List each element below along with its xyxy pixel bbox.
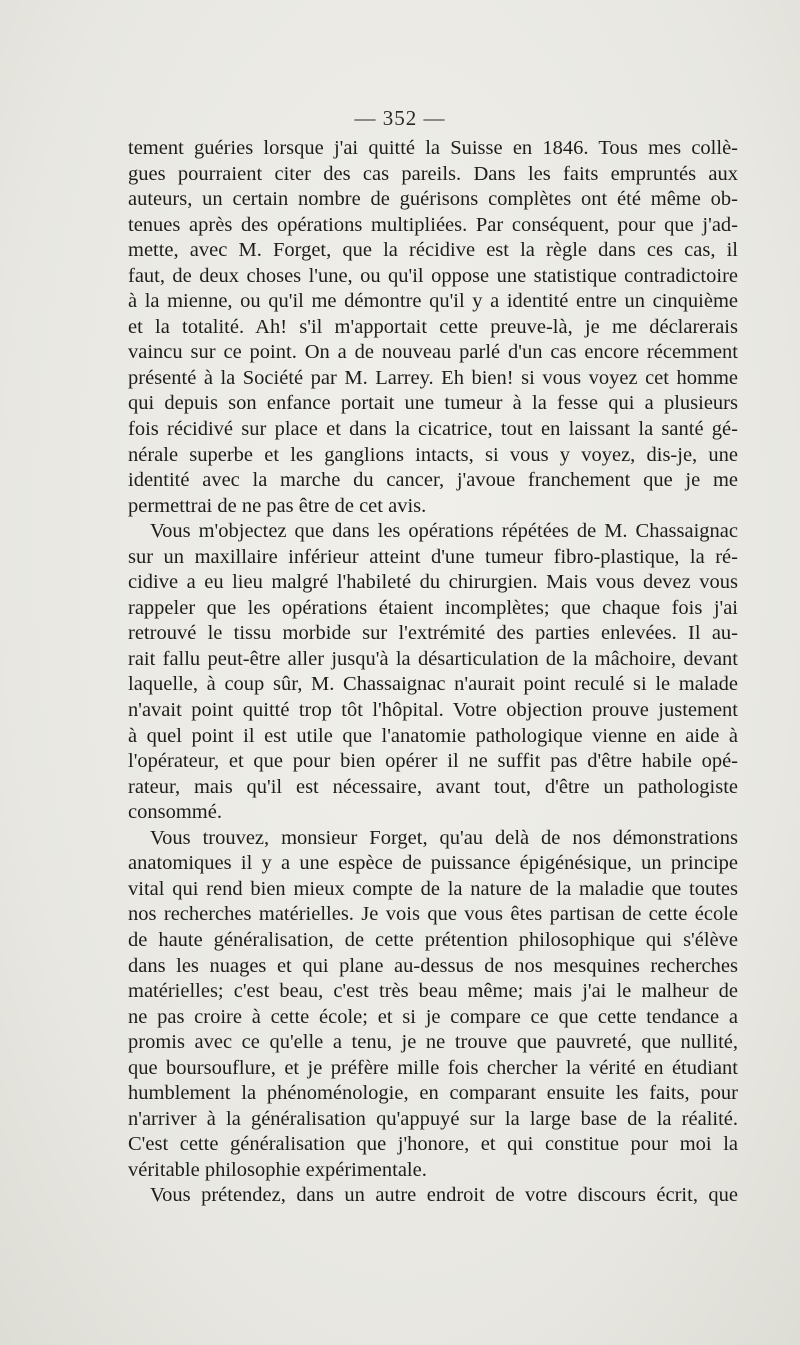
- text-line: rait fallu peut-être aller jusqu'à la désarticulation de la mâchoire, devant: [128, 647, 738, 670]
- text-line: présenté à la Société par M. Larrey. Eh bien! si vous voyez cet homme: [128, 366, 738, 389]
- text-line: sur un maxillaire inférieur atteint d'une tumeur fibro-plastique, la ré-: [128, 545, 738, 568]
- text-line: mette, avec M. Forget, que la récidive est la règle dans ces cas, il: [128, 239, 738, 262]
- text-line: consommé.: [128, 801, 222, 824]
- text-line: n'avait point quitté trop tôt l'hôpital. Votre objection prouve justement: [128, 699, 738, 722]
- text-line: de haute généralisation, de cette prétention philosophique qui s'élève: [128, 928, 738, 951]
- text-line: tement guéries lorsque j'ai quitté la Suisse en 1846. Tous mes collè-: [128, 137, 738, 159]
- text-line: cidive a eu lieu malgré l'habileté du chirurgien. Mais vous devez vous: [128, 571, 738, 594]
- body-text: [128, 136, 738, 1209]
- text-line: nos recherches matérielles. Je vois que vous êtes partisan de cette école: [128, 903, 738, 926]
- text-line: Vous trouvez, monsieur Forget, qu'au delà de nos démonstrations: [150, 826, 738, 849]
- text-line: véritable philosophie expérimentale.: [128, 1158, 427, 1181]
- text-line: humblement la phénoménologie, en comparant ensuite les faits, pour: [128, 1082, 738, 1105]
- text-line: rateur, mais qu'il est nécessaire, avant tout, d'être un pathologiste: [128, 775, 738, 798]
- text-line: Vous prétendez, dans un autre endroit de votre discours écrit, que: [150, 1184, 738, 1207]
- text-line: à la mienne, ou qu'il me démontre qu'il y a identité entre un cinquième: [128, 290, 738, 313]
- text-line: tenues après des opérations multipliées. Par conséquent, pour que j'ad-: [128, 213, 738, 236]
- text-line: promis avec ce qu'elle a tenu, je ne trouve que pauvreté, que nullité,: [128, 1031, 738, 1054]
- text-line: identité avec la marche du cancer, j'avoue franchement que je me: [128, 469, 738, 492]
- text-line: faut, de deux choses l'une, ou qu'il oppose une statistique contradictoire: [128, 264, 738, 287]
- text-line: qui depuis son enfance portait une tumeur à la fesse qui a plusieurs: [128, 392, 738, 415]
- page-number: — 352 —: [354, 106, 446, 130]
- text-line: matérielles; c'est beau, c'est très beau même; mais j'ai le malheur de: [128, 980, 738, 1003]
- text-line: n'arriver à la généralisation qu'appuyé sur la large base de la réalité.: [128, 1107, 738, 1130]
- text-line: l'opérateur, et que pour bien opérer il ne suffit pas d'être habile opé-: [128, 750, 738, 773]
- text-line: auteurs, un certain nombre de guérisons complètes ont été même ob-: [128, 188, 738, 211]
- text-line: nérale superbe et les ganglions intacts, si vous y voyez, dis-je, une: [128, 443, 738, 466]
- text-line: vital qui rend bien mieux compte de la nature de la maladie que toutes: [128, 877, 738, 900]
- text-line: et la totalité. Ah! s'il m'apportait cette preuve-là, je me déclarerais: [128, 315, 738, 338]
- text-line: anatomiques il y a une espèce de puissance épigénésique, un principe: [128, 852, 738, 875]
- text-line: laquelle, à coup sûr, M. Chassaignac n'aurait point reculé si le malade: [128, 673, 738, 696]
- text-line: gues pourraient citer des cas pareils. Dans les faits empruntés aux: [128, 162, 738, 185]
- text-line: retrouvé le tissu morbide sur l'extrémité des parties enlevées. Il au-: [128, 622, 738, 645]
- text-line: rappeler que les opérations étaient incomplètes; que chaque fois j'ai: [128, 596, 738, 619]
- text-line: que boursouflure, et je préfère mille fois chercher la vérité en étudiant: [128, 1056, 738, 1079]
- text-line: C'est cette généralisation que j'honore, et qui constitue pour moi la: [128, 1133, 738, 1156]
- text-line: vaincu sur ce point. On a de nouveau parlé d'un cas encore récemment: [128, 341, 738, 364]
- text-line: permettrai de ne pas être de cet avis.: [128, 494, 427, 517]
- text-line: à quel point il est utile que l'anatomie pathologique vienne en aide à: [128, 724, 738, 747]
- text-line: dans les nuages et qui plane au-dessus de nos mesquines recherches: [128, 954, 738, 977]
- text-line: fois récidivé sur place et dans la cicatrice, tout en laissant la santé gé-: [128, 418, 738, 441]
- text-line: ne pas croire à cette école; et si je compare ce que cette tendance a: [128, 1005, 738, 1028]
- text-line: Vous m'objectez que dans les opérations répétées de M. Chassaignac: [150, 520, 738, 543]
